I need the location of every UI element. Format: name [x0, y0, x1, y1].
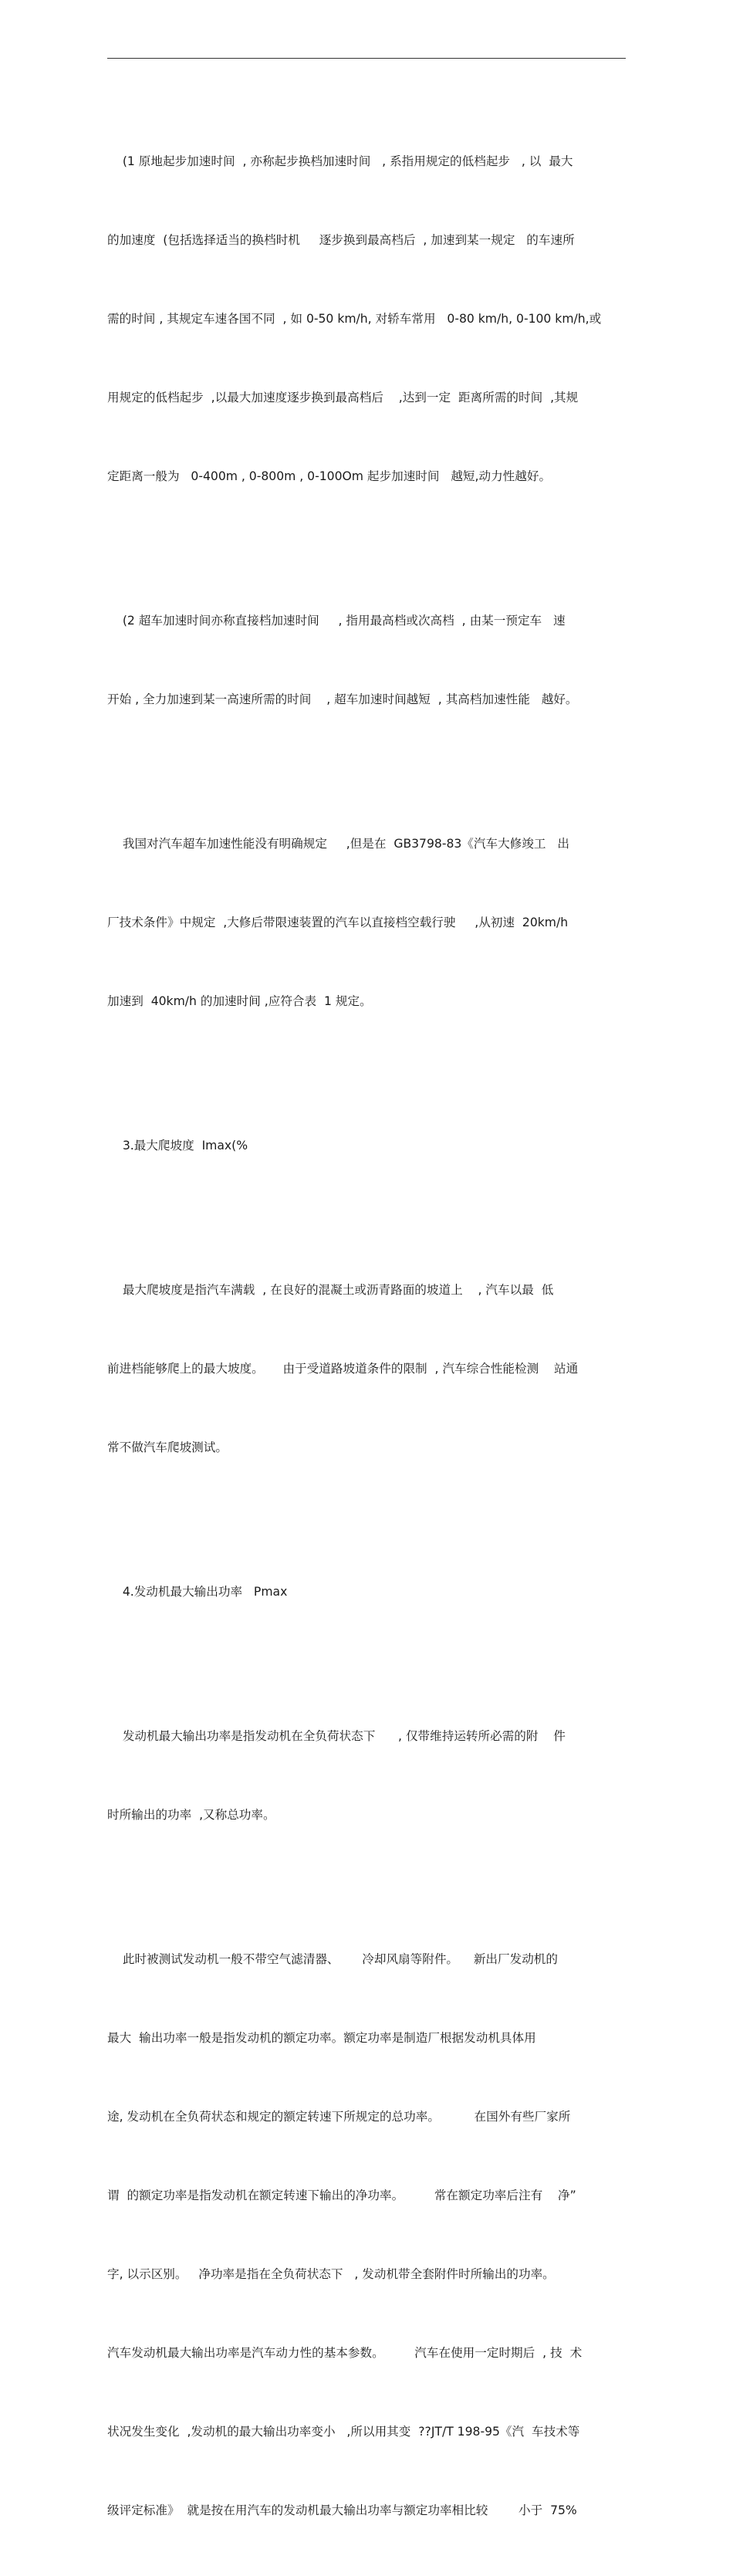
text-line: 级评定标准》 就是按在用汽车的发动机最大输出功率与额定功率相比较 小于 75%	[107, 2503, 577, 2517]
text-line: 发动机最大输出功率是指发动机在全负荷状态下 , 仅带维持运转所必需的附 件	[107, 1729, 566, 1743]
heading-max-engine-power	[107, 1526, 626, 1657]
text-line: 的加速度 (包括选择适当的换档时机 逐步换到最高档后 , 加速到某一规定 的车速所	[107, 233, 575, 247]
heading-max-gradeability	[107, 1080, 626, 1211]
text-line: 途, 发动机在全负荷状态和规定的额定转速下所规定的总功率。 在国外有些厂家所	[107, 2110, 571, 2124]
section-heading: 3.最大爬坡度 Imax(%	[107, 1139, 248, 1153]
text-line: 谓 的额定功率是指发动机在额定转速下输出的净功率。 常在额定功率后注有 净”	[107, 2188, 576, 2202]
text-line: 汽车发动机最大输出功率是汽车动力性的基本参数。 汽车在使用一定时期后 , 技 术	[107, 2346, 583, 2360]
text-line: 用规定的低档起步 ,以最大加速度逐步换到最高档后 ,达到一定 距离所需的时间 ,其规	[107, 391, 579, 405]
text-line: 定距离一般为 0-400m , 0-800m , 0-100Om 起步加速时间 越短,动力性越好。	[107, 469, 552, 483]
paragraph-max-engine-power	[107, 1671, 626, 1880]
text-line: 前进档能够爬上的最大坡度。 由于受道路坡道条件的限制 , 汽车综合性能检测 站通	[107, 1362, 579, 1376]
text-line: 需的时间 , 其规定车速各国不同 , 如 0-50 km/h, 对轿车常用 0-80 km/h, 0-100 km/h,或	[107, 312, 602, 326]
paragraph-overtaking-acceleration	[107, 555, 626, 765]
text-line: 加速到 40km/h 的加速时间 ,应符合表 1 规定。	[107, 994, 372, 1008]
text-line: 字, 以示区别。 净功率是指在全负荷状态下 , 发动机带全套附件时所输出的功率。	[107, 2267, 555, 2281]
text-line: 开始 , 全力加速到某一高速所需的时间 , 超车加速时间越短 , 其高档加速性能 越好。	[107, 692, 578, 706]
text-line: 此时被测试发动机一般不带空气滤清器、 冷却风扇等附件。 新出厂发动机的	[107, 1952, 558, 1966]
text-line: (1 原地起步加速时间 , 亦称起步换档加速时间 , 系指用规定的低档起步 , 以 最大	[107, 154, 573, 168]
header-rule	[107, 58, 626, 59]
text-line: 厂技术条件》中规定 ,大修后带限速装置的汽车以直接档空载行驶 ,从初速 20km/h	[107, 916, 569, 929]
section-heading: 4.发动机最大输出功率 Pmax	[107, 1585, 288, 1599]
text-line: 状况发生变化 ,发动机的最大输出功率变小 ,所以用其变 ??JT/T 198-95《汽 车技术等	[107, 2425, 580, 2439]
text-line: 我国对汽车超车加速性能没有明确规定 ,但是在 GB3798-83《汽车大修竣工 出	[107, 837, 569, 851]
paragraph-domestic-regulation	[107, 778, 626, 1067]
text-line: 最大 输出功率一般是指发动机的额定功率。额定功率是制造厂根据发动机具体用	[107, 2031, 536, 2045]
paragraph-max-gradeability	[107, 1224, 626, 1513]
text-line: (2 超车加速时间亦称直接档加速时间 , 指用最高档或次高档 , 由某一预定车 速	[107, 614, 566, 628]
text-line: 常不做汽车爬坡测试。	[107, 1440, 228, 1454]
paragraph-standing-start-acceleration	[107, 96, 626, 542]
paragraph-rated-power	[107, 1894, 626, 2576]
text-line: 时所输出的功率 ,又称总功率。	[107, 1808, 275, 1822]
document-body	[107, 96, 626, 2576]
text-line: 最大爬坡度是指汽车满载 , 在良好的混凝土或沥青路面的坡道上 , 汽车以最 低	[107, 1283, 554, 1297]
